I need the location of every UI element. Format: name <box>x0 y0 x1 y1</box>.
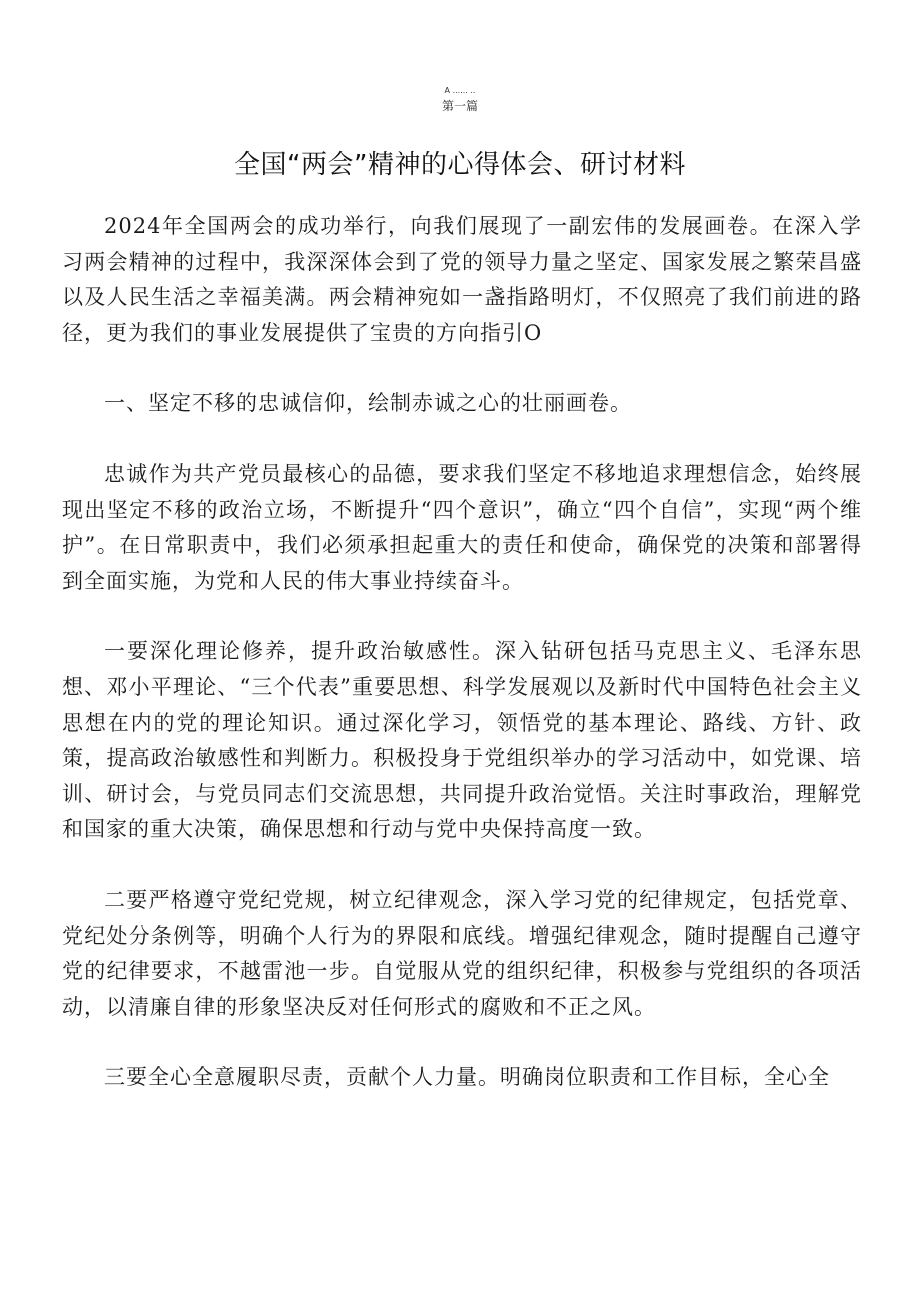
paragraph-theory: 一要深化理论修养，提升政治敏感性。深入钻研包括马克思主义、毛泽东思想、邓小平理论、“三个代表”重要思想、科学发展观以及新时代中国特色社会主义思想在内的党的理论知识。通过深化学习，领悟党的基本理论、路线、方针、政策，提高政治敏感性和判断力。积极投身于党组织举办的学习活动中，如党课、培训、研讨会，与党员同志们交流思想，共同提升政治觉悟。关注时事政治，理解党和国家的重大决策，确保思想和行动与党中央保持高度一致。 <box>62 639 862 842</box>
section-heading-1: 一、坚定不移的忠诚信仰，绘制赤诚之心的壮丽画卷。 <box>104 391 632 416</box>
paragraph-duty: 三要全心全意履职尽责，贡献个人力量。明确岗位职责和工作目标，全心全 <box>104 1065 830 1090</box>
paragraph-discipline: 二要严格遵守党纪党规，树立纪律观念，深入学习党的纪律规定，包括党章、党纪处分条例等，明确个人行为的界限和底线。增强纪律观念，随时提醒自己遵守党的纪律要求，不越雷池一步。自觉服从党的组织纪律，积极参与党组织的各项活动，以清廉自律的形象坚决反对任何形式的腐败和不正之风。 <box>62 887 862 1019</box>
part-label: 第一篇 <box>441 99 478 113</box>
document-body <box>62 209 862 1096</box>
document-title: 全国“两会”精神的心得体会、研讨材料 <box>234 150 686 180</box>
paragraph-loyalty: 忠诚作为共产党员最核心的品德，要求我们坚定不移地追求理想信念，始终展现出坚定不移的政治立场，不断提升“四个意识”，确立“四个自信”，实现“两个维护”。在日常职责中，我们必须承担起重大的责任和使命，确保党的决策和部署得到全面实施，为党和人民的伟大事业持续奋斗。 <box>62 461 862 593</box>
paragraph-intro: 2024年全国两会的成功举行，向我们展现了一副宏伟的发展画卷。在深入学习两会精神的过程中，我深深体会到了党的领导力量之坚定、国家发展之繁荣昌盛以及人民生活之幸福美满。两会精神宛如一盏指路明灯，不仅照亮了我们前进的路径，更为我们的事业发展提供了宝贵的方向指引O <box>62 214 862 345</box>
header-mark: A ...... .. <box>444 86 476 95</box>
